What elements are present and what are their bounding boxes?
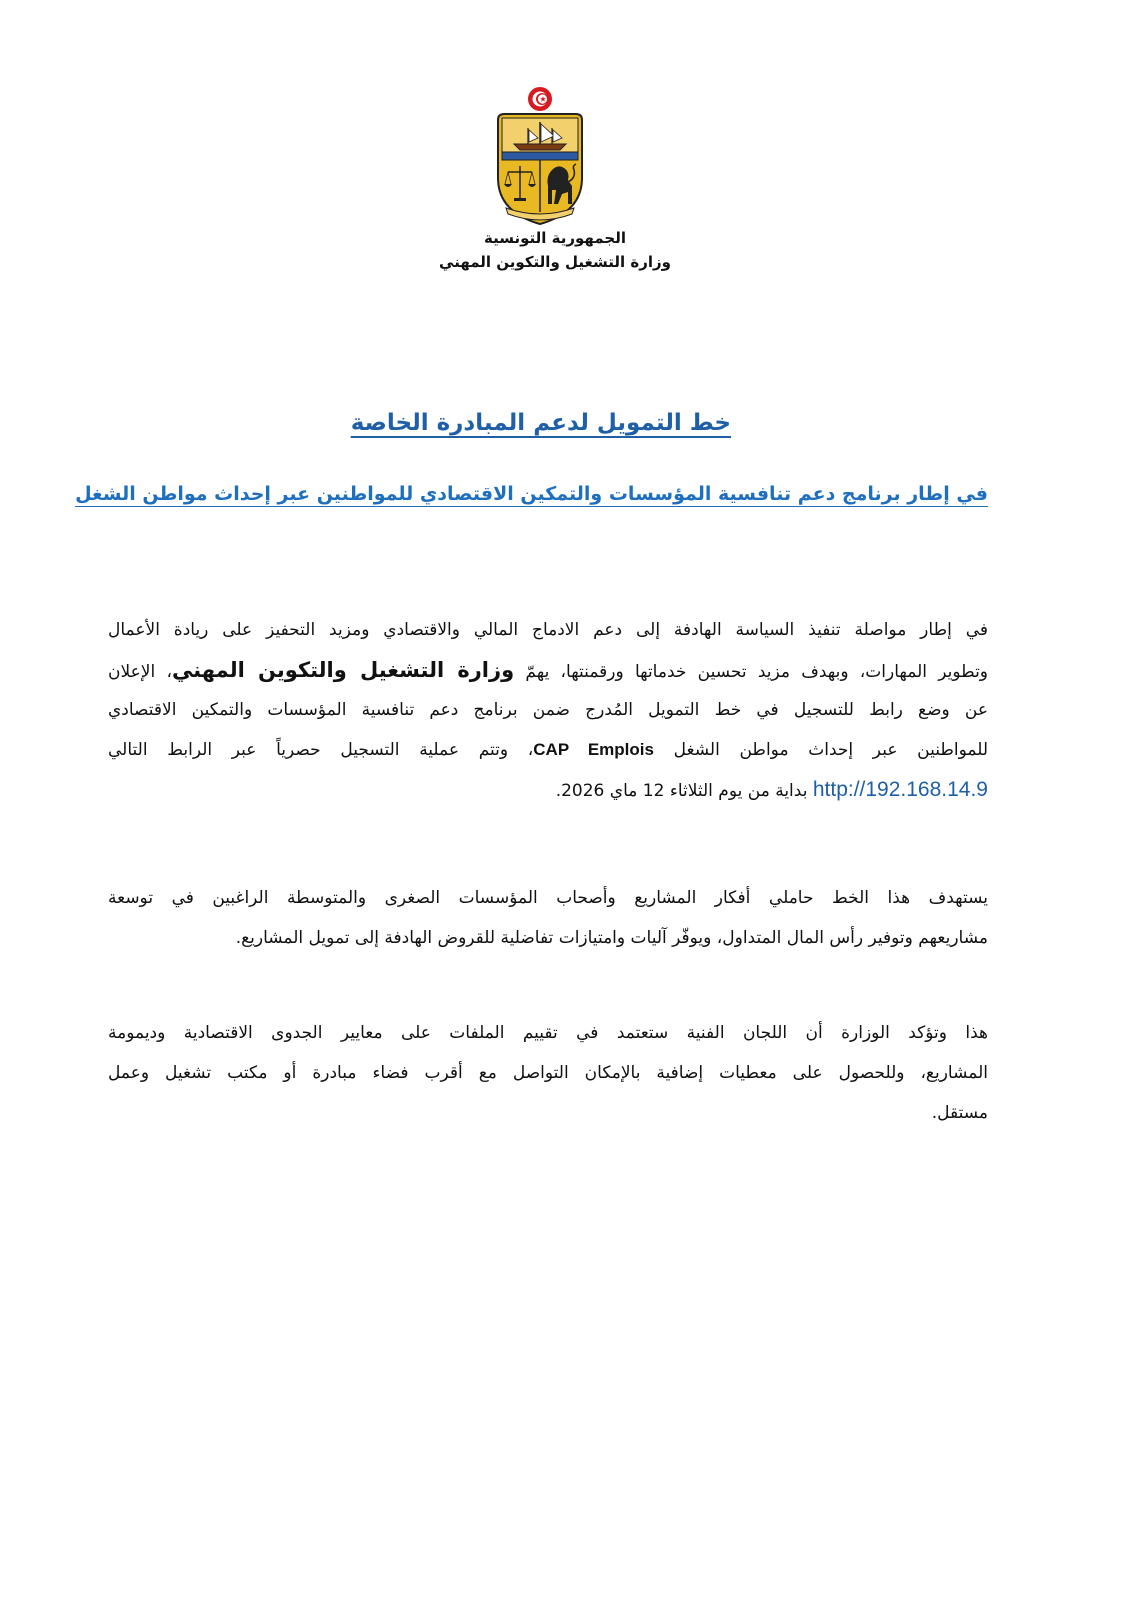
paragraph-line: عن وضع رابط للتسجيل في خط التمويل المُدرج ضمن برنامج دعم تنافسية المؤسسات والتمكين الاقتصادي: [108, 700, 988, 720]
paragraph-line: مستقل.: [931, 1103, 988, 1123]
paragraph-line: هذا وتؤكد الوزارة أن اللجان الفنية ستعتمد في تقييم الملفات على معايير الجدوى الاقتصادية وديمومة: [108, 1023, 988, 1043]
program-name: CAP Emplois: [533, 740, 654, 759]
text-run: ، الإعلان: [108, 662, 172, 682]
ministry-emphasis: وزارة التشغيل والتكوين المهني: [171, 658, 515, 682]
paragraph-announcement: [108, 610, 988, 810]
paragraph-line: يستهدف هذا الخط حاملي أفكار المشاريع وأصحاب المؤسسات الصغرى والمتوسطة الراغبين في توسعة: [108, 888, 988, 908]
paragraph-line: [108, 650, 988, 690]
text-run: وتطوير المهارات، وبهدف مزيد تحسين خدماتها ورقمنتها، يهمّ: [525, 662, 989, 682]
paragraph-target: [108, 878, 988, 958]
paragraph-evaluation: [108, 1013, 988, 1133]
text-run: للمواطنين عبر إحداث مواطن الشغل: [673, 740, 989, 760]
paragraph-line: [108, 730, 988, 770]
paragraph-line: في إطار مواصلة تنفيذ السياسة الهادفة إلى دعم الادماج المالي والاقتصادي ومزيد التحفيز على ريادة الأعمال: [108, 620, 988, 640]
document-subtitle: في إطار برنامج دعم تنافسية المؤسسات والتمكين الاقتصادي للمواطنين عبر إحداث مواطن الشغل: [75, 483, 988, 505]
registration-link[interactable]: http://192.168.14.9: [812, 778, 988, 801]
text-run: بداية من يوم الثلاثاء 12 ماي 2026.: [555, 781, 808, 801]
text-run: ، وتتم عملية التسجيل حصرياً عبر الرابط التالي: [108, 740, 534, 760]
republic-name: الجمهورية التونسية: [484, 229, 626, 247]
tunisia-coat-of-arms-icon: [492, 86, 588, 228]
paragraph-line: المشاريع، وللحصول على معطيات إضافية بالإمكان التواصل مع أقرب فضاء مبادرة أو مكتب تشغيل وعمل: [108, 1063, 988, 1083]
paragraph-line: مشاريعهم وتوفير رأس المال المتداول، ويوفّر آليات وامتيازات تفاضلية للقروض الهادفة إلى تمويل المشاريع.: [235, 928, 988, 948]
document-title: خط التمويل لدعم المبادرة الخاصة: [350, 410, 731, 436]
paragraph-line: [108, 770, 988, 810]
ministry-name: وزارة التشغيل والتكوين المهني: [439, 253, 671, 271]
